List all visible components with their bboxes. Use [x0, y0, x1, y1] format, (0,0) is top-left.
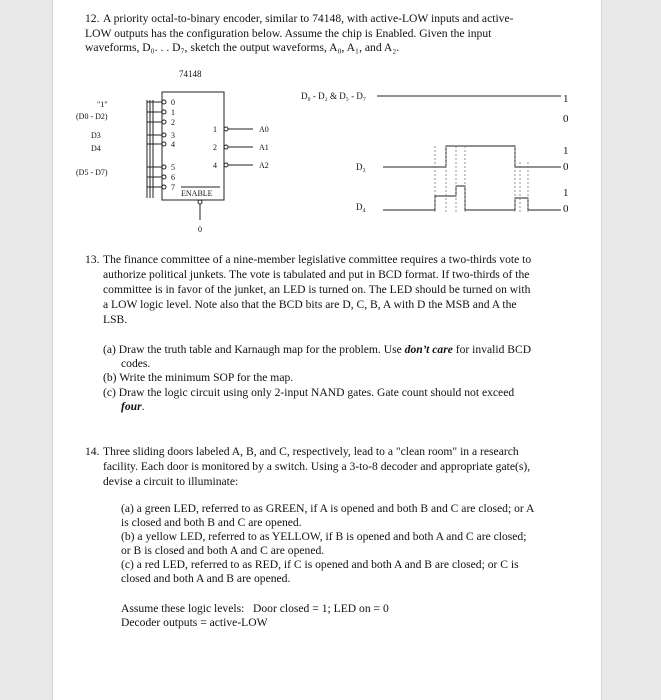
- q14-assume-1: Assume these logic levels: Door closed = 1; LED on = 0: [121, 602, 389, 615]
- pin-3: 3: [171, 131, 175, 140]
- out-pin-4: 4: [213, 161, 217, 170]
- pin-6: 6: [171, 173, 175, 182]
- q13-line-1: The finance committee of a nine-member legislative committee requires a two-thirds vote to: [103, 253, 532, 266]
- q13-c-line-2: [121, 400, 145, 415]
- wave1-high: 1: [563, 93, 569, 105]
- q14-line-2: facility. Each door is monitored by a switch. Using a 3-to-8 decoder and appropriate gate(s),: [103, 460, 531, 473]
- q12-line-2: LOW outputs has the configuration below. Assume the chip is Enabled. Given the input: [85, 26, 492, 40]
- q12-number: 12.: [85, 12, 100, 25]
- output-A2: A2: [259, 161, 269, 170]
- q14-item-c-2: closed and both A and B are opened.: [121, 572, 291, 585]
- wave1-low: 0: [563, 113, 569, 125]
- wave3-low: 0: [563, 203, 569, 215]
- label-d3: D3: [91, 131, 101, 140]
- q13-c-period: .: [141, 400, 145, 413]
- pin-5: 5: [171, 163, 175, 172]
- q14-item-a-2: is closed and both B and C are opened.: [121, 516, 302, 529]
- output-A1: A1: [259, 143, 269, 152]
- label-d0-d2: (D0 - D2): [76, 112, 108, 121]
- q14-item-a-1: (a) a green LED, referred to as GREEN, if A is opened and both B and C are closed; or A: [121, 502, 535, 515]
- label-d5-d7: (D5 - D7): [76, 168, 108, 177]
- q14-line-1: Three sliding doors labeled A, B, and C, respectively, lead to a "clean room" in a research: [103, 445, 519, 458]
- q13-part-c: (c) Draw the logic circuit using only 2-input NAND gates. Gate count should not exceed: [103, 386, 515, 399]
- q13-a-emphasis: don’t care: [404, 343, 453, 356]
- wave-label-d0d2-d5d7: D₀ - D₂ & D₅ - D₇: [301, 91, 367, 101]
- wave2-high: 1: [563, 145, 569, 157]
- label-d4: D4: [91, 144, 101, 153]
- pin-1: 1: [171, 108, 175, 117]
- pin-2: 2: [171, 118, 175, 127]
- q13-line-3: committee is in favor of the junket, an LED is turned on. The LED should be turned on with: [103, 283, 531, 296]
- q13-number: 13.: [85, 253, 100, 266]
- q13-part-a: [103, 343, 531, 358]
- q14-item-b-1: (b) a yellow LED, referred to as YELLOW, if B is opened and both A and C are closed;: [121, 530, 527, 543]
- q14-item-c-1: (c) a red LED, referred to as RED, if C is opened and both A and B are closed; or C is: [121, 558, 519, 571]
- wave-d4: [383, 186, 561, 210]
- q13-line-4: a LOW logic level. Note also that the BCD bits are D, C, B, A with D the MSB and A the: [103, 298, 517, 311]
- q13-c-emphasis: four: [121, 400, 142, 413]
- q12-line-1: A priority octal-to-binary encoder, similar to 74148, with active-LOW inputs and active-: [103, 12, 514, 25]
- enable-label: ENABLE: [181, 189, 213, 198]
- out-pin-1: 1: [213, 125, 217, 134]
- q13-a-line-2: codes.: [121, 357, 151, 370]
- label-one: "1": [97, 100, 108, 109]
- encoder-diagram: [53, 62, 601, 242]
- q13-part-b: (b) Write the minimum SOP for the map.: [103, 371, 294, 384]
- time-markers: [435, 146, 528, 212]
- q14-assume-2: Decoder outputs = active-LOW: [121, 616, 268, 629]
- chip-title: 74148: [179, 69, 202, 79]
- q13-line-2: authorize political junkets. The vote is tabulated and put in BCD format. If two-thirds of the: [103, 268, 530, 281]
- pin-7: 7: [171, 183, 175, 192]
- wave2-low: 0: [563, 161, 569, 173]
- q13-line-5: LSB.: [103, 313, 128, 326]
- q13-a-text: (a) Draw the truth table and Karnaugh map for the problem. Use: [103, 343, 405, 356]
- q13-a-end: for invalid BCD: [452, 343, 532, 356]
- q14-item-b-2: or B is closed and both A and C are opened.: [121, 544, 325, 557]
- q14-line-3: devise a circuit to illuminate:: [103, 475, 239, 488]
- pin-4: 4: [171, 140, 175, 149]
- q14-number: 14.: [85, 445, 100, 458]
- enable-bubble: [198, 200, 202, 204]
- output-A0: A0: [259, 125, 269, 134]
- pin-0: 0: [171, 98, 175, 107]
- output-lines: [224, 127, 253, 167]
- wave-label-d3: D₃: [356, 162, 366, 172]
- document-page: [52, 0, 602, 700]
- wave3-high: 1: [563, 187, 569, 199]
- enable-value: 0: [198, 225, 202, 234]
- wave-d3: [383, 146, 561, 167]
- q12-line-3: waveforms, D₀. . . D₇, sketch the output waveforms, A₀, A₁, and A₂.: [85, 41, 400, 54]
- out-pin-2: 2: [213, 143, 217, 152]
- wave-label-d4: D₄: [356, 202, 366, 212]
